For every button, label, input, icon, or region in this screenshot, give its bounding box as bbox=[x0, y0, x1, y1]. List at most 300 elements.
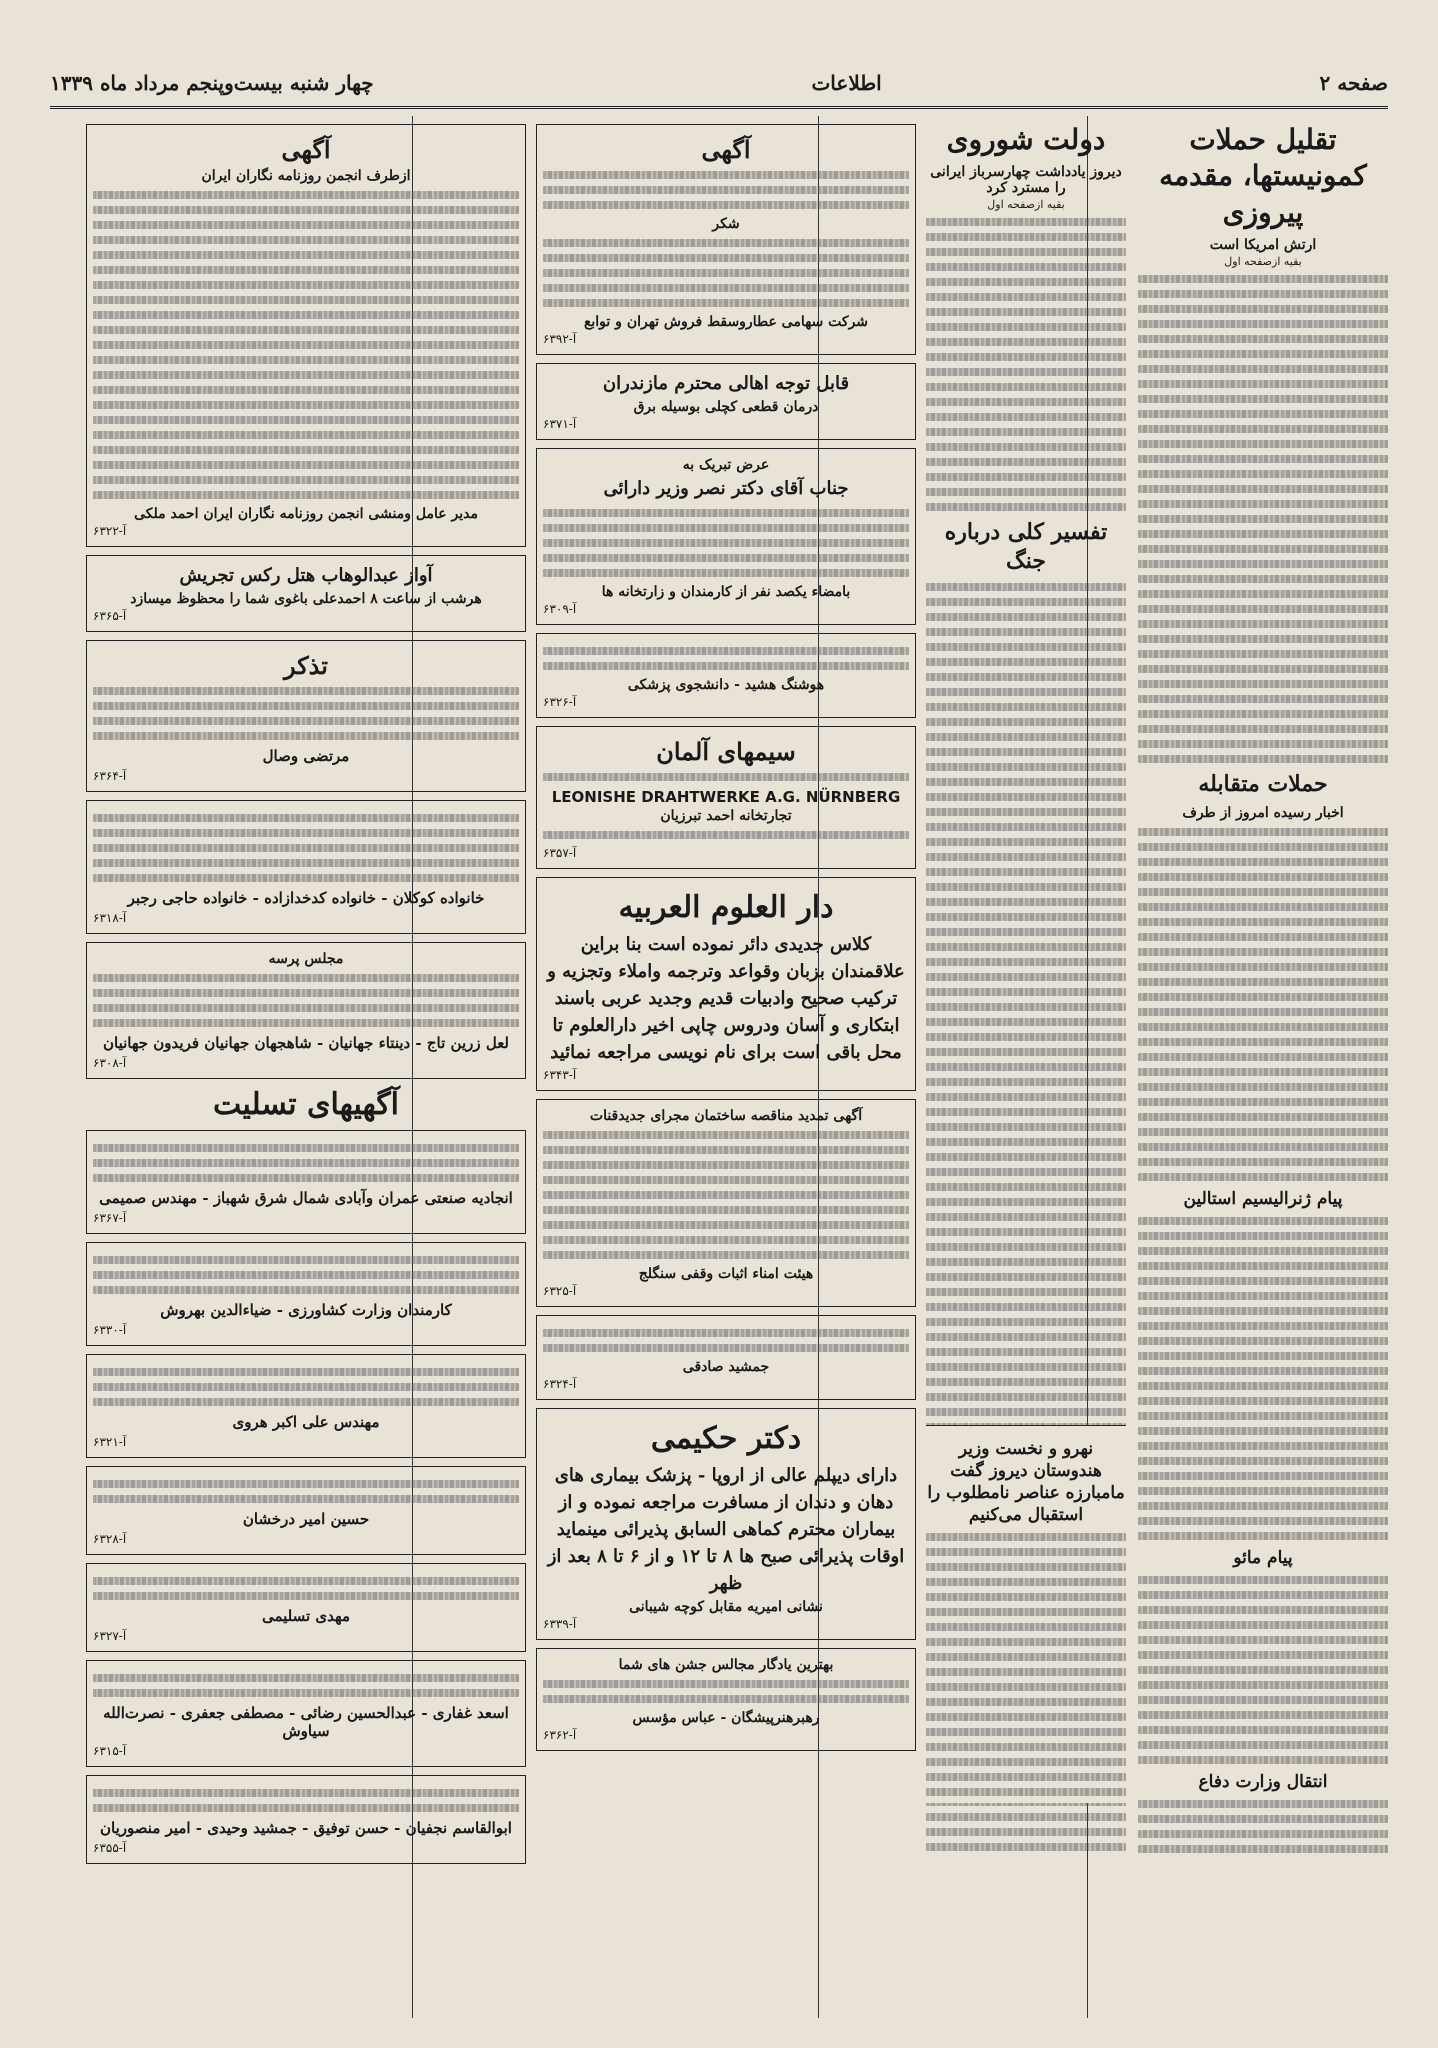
text-line bbox=[1138, 1352, 1388, 1360]
page-number: صفحه ۲ bbox=[1319, 71, 1388, 95]
text-line bbox=[1138, 1636, 1388, 1644]
text-line bbox=[926, 1843, 1126, 1851]
text-line bbox=[543, 1344, 909, 1352]
text-line bbox=[926, 1288, 1126, 1296]
text-line bbox=[543, 773, 909, 781]
text-line bbox=[93, 266, 519, 274]
ad-footer: جمشید صادقی bbox=[682, 1359, 770, 1375]
ad-title: تذکر bbox=[284, 651, 328, 680]
text-line bbox=[1138, 1382, 1388, 1390]
text-line bbox=[1138, 1023, 1388, 1031]
text-line bbox=[1138, 873, 1388, 881]
text-line bbox=[543, 299, 909, 307]
text-line bbox=[543, 524, 909, 532]
text-line bbox=[1138, 903, 1388, 911]
text-line bbox=[543, 1236, 909, 1244]
text-line bbox=[926, 1153, 1126, 1161]
ad-table-heading: شکر bbox=[712, 216, 740, 232]
ad-ref: آ-۶۳۰۹ bbox=[543, 602, 577, 616]
text-line bbox=[926, 1533, 1126, 1541]
ad-ref: آ-۶۳۶۴ bbox=[93, 769, 127, 783]
text-line bbox=[1138, 1053, 1388, 1061]
ad-line: درمان قطعی کچلی بوسیله برق bbox=[633, 399, 819, 415]
ad-box bbox=[86, 1466, 526, 1555]
ad-box bbox=[536, 1648, 916, 1751]
text-line bbox=[926, 488, 1126, 496]
text-line bbox=[543, 831, 909, 839]
text-line bbox=[1138, 1247, 1388, 1255]
text-line bbox=[926, 628, 1126, 636]
text-line bbox=[926, 368, 1126, 376]
text-line bbox=[1138, 695, 1388, 703]
text-line bbox=[926, 263, 1126, 271]
text-line bbox=[1138, 545, 1388, 553]
text-line bbox=[926, 1183, 1126, 1191]
text-line bbox=[93, 476, 519, 484]
ad-ref: آ-۶۳۵۷ bbox=[543, 846, 577, 860]
text-line bbox=[926, 1758, 1126, 1766]
text-line bbox=[1138, 1307, 1388, 1315]
ad-box bbox=[86, 124, 526, 547]
text-line bbox=[926, 1623, 1126, 1631]
ad-box bbox=[536, 726, 916, 869]
text-line bbox=[926, 688, 1126, 696]
ad-address: نشانی امیریه مقابل کوچه شیبانی bbox=[629, 1599, 823, 1615]
text-line bbox=[543, 186, 909, 194]
text-line bbox=[543, 1206, 909, 1214]
ad-signature: مرتضی وصال bbox=[262, 747, 350, 765]
text-line bbox=[1138, 320, 1388, 328]
text-line bbox=[926, 1548, 1126, 1556]
subheadline: دیروز یادداشت چهارسرباز ایرانی را مسترد کرد bbox=[930, 164, 1122, 197]
text-line bbox=[93, 1577, 519, 1585]
text-line bbox=[926, 503, 1126, 511]
text-line bbox=[1138, 828, 1388, 836]
text-line bbox=[1138, 1666, 1388, 1674]
text-line bbox=[93, 431, 519, 439]
text-line bbox=[926, 428, 1126, 436]
headline: تقلیل حملات کمونیستها، مقدمه پیروزی bbox=[1159, 123, 1367, 229]
ad-signature: لعل زرین تاج - دینتاء جهانیان - شاهجهان جهانیان فریدون جهانیان bbox=[103, 1034, 509, 1052]
ad-signature: حسین امیر درخشان bbox=[242, 1510, 370, 1528]
ad-box bbox=[86, 640, 526, 792]
text-line bbox=[1138, 1576, 1388, 1584]
text-line bbox=[926, 323, 1126, 331]
ad-ref: آ-۶۳۱۵ bbox=[93, 1744, 127, 1758]
ad-ref: آ-۶۳۶۲ bbox=[543, 1728, 577, 1742]
text-line bbox=[93, 1383, 519, 1391]
ad-signature: مهدی تسلیمی bbox=[261, 1607, 350, 1625]
text-line bbox=[926, 1228, 1126, 1236]
text-line bbox=[93, 236, 519, 244]
ad-subtitle: ازطرف انجمن روزنامه نگاران ایران bbox=[201, 168, 411, 184]
text-line bbox=[93, 1398, 519, 1406]
text-line bbox=[1138, 1800, 1388, 1808]
ad-footer: هیئت امناء اثبات وقفی سنگلج bbox=[638, 1266, 814, 1282]
ad-ref: آ-۶۳۶۵ bbox=[93, 609, 127, 623]
ad-box bbox=[86, 1660, 526, 1767]
text-line bbox=[926, 883, 1126, 891]
text-line bbox=[926, 1273, 1126, 1281]
text-line bbox=[1138, 605, 1388, 613]
text-line bbox=[543, 1146, 909, 1154]
text-line bbox=[926, 1578, 1126, 1586]
newspaper-name: اطلاعات bbox=[811, 71, 882, 95]
text-line bbox=[926, 383, 1126, 391]
ad-ref: آ-۶۳۲۵ bbox=[543, 1284, 577, 1298]
text-line bbox=[926, 583, 1126, 591]
ad-title: قابل توجه اهالی محترم مازندران bbox=[602, 373, 850, 394]
ad-ref: آ-۶۳۵۵ bbox=[93, 1841, 127, 1855]
text-line bbox=[926, 1563, 1126, 1571]
ad-name: جناب آقای دکتر نصر وزیر دارائی bbox=[603, 478, 849, 499]
text-line bbox=[926, 1168, 1126, 1176]
text-line bbox=[1138, 1337, 1388, 1345]
ad-box bbox=[86, 942, 526, 1079]
text-line bbox=[1138, 1606, 1388, 1614]
headline: نهرو و نخست وزیر هندوستان دیروز گفت مامبارزه عناصر نامطلوب را استقبال می‌کنیم bbox=[927, 1439, 1125, 1526]
text-line bbox=[1138, 560, 1388, 568]
text-line bbox=[1138, 425, 1388, 433]
text-line bbox=[1138, 395, 1388, 403]
ad-title: بهترین یادگار مجالس جشن های شما bbox=[618, 1657, 834, 1673]
text-line bbox=[926, 473, 1126, 481]
ad-box bbox=[86, 1242, 526, 1346]
text-line bbox=[926, 1108, 1126, 1116]
ad-signature: مهندس علی اکبر هروی bbox=[232, 1413, 380, 1431]
ad-agent: تجارتخانه احمد تبرزیان bbox=[660, 808, 792, 824]
text-line bbox=[93, 1689, 519, 1697]
text-line bbox=[1138, 1128, 1388, 1136]
text-line bbox=[926, 338, 1126, 346]
headline: دولت شوروی bbox=[946, 123, 1106, 156]
ad-box bbox=[536, 363, 916, 440]
text-line bbox=[926, 988, 1126, 996]
text-line bbox=[926, 398, 1126, 406]
text-line bbox=[1138, 590, 1388, 598]
text-line bbox=[926, 1683, 1126, 1691]
text-line bbox=[926, 1743, 1126, 1751]
text-line bbox=[1138, 1427, 1388, 1435]
text-line bbox=[1138, 858, 1388, 866]
text-line bbox=[926, 1653, 1126, 1661]
text-line bbox=[1138, 1442, 1388, 1450]
text-line bbox=[926, 763, 1126, 771]
text-line bbox=[543, 171, 909, 179]
text-line bbox=[543, 1191, 909, 1199]
ad-footer: شرکت سهامی عطاروسقط فروش تهران و توابع bbox=[583, 314, 869, 330]
text-line bbox=[1138, 710, 1388, 718]
text-line bbox=[93, 461, 519, 469]
text-line bbox=[1138, 1397, 1388, 1405]
text-line bbox=[926, 1093, 1126, 1101]
text-line bbox=[1138, 1083, 1388, 1091]
text-line bbox=[93, 732, 519, 740]
text-line bbox=[1138, 485, 1388, 493]
text-line bbox=[1138, 680, 1388, 688]
ad-signature: ابوالقاسم نجفیان - حسن توفیق - جمشید وحیدی - امیر منصوریان bbox=[100, 1819, 512, 1837]
text-line bbox=[926, 823, 1126, 831]
text-line bbox=[93, 1144, 519, 1152]
text-line bbox=[543, 1221, 909, 1229]
text-line bbox=[543, 554, 909, 562]
text-line bbox=[1138, 725, 1388, 733]
text-line bbox=[926, 598, 1126, 606]
text-line bbox=[1138, 1217, 1388, 1225]
text-line bbox=[93, 251, 519, 259]
text-line bbox=[926, 703, 1126, 711]
text-line bbox=[543, 1680, 909, 1688]
text-line bbox=[93, 1004, 519, 1012]
text-line bbox=[1138, 650, 1388, 658]
text-line bbox=[926, 748, 1126, 756]
text-line bbox=[1138, 350, 1388, 358]
text-line bbox=[1138, 440, 1388, 448]
text-line bbox=[543, 662, 909, 670]
text-line bbox=[93, 829, 519, 837]
text-line bbox=[543, 509, 909, 517]
text-line bbox=[926, 278, 1126, 286]
text-line bbox=[543, 1131, 909, 1139]
ad-title: دار العلوم العربیه bbox=[618, 890, 834, 925]
text-line bbox=[926, 353, 1126, 361]
text-line bbox=[926, 1378, 1126, 1386]
text-line bbox=[926, 778, 1126, 786]
text-line bbox=[1138, 335, 1388, 343]
nehru-article bbox=[926, 1425, 1126, 1803]
text-line bbox=[926, 718, 1126, 726]
text-line bbox=[93, 1256, 519, 1264]
text-line bbox=[93, 717, 519, 725]
text-line bbox=[1138, 1113, 1388, 1121]
text-line bbox=[926, 793, 1126, 801]
text-line bbox=[93, 191, 519, 199]
text-line bbox=[926, 458, 1126, 466]
ad-footer: رهبرهنرپیشگان - عباس مؤسس bbox=[632, 1710, 820, 1726]
text-line bbox=[93, 989, 519, 997]
text-line bbox=[1138, 1367, 1388, 1375]
ad-box bbox=[536, 633, 916, 718]
text-line bbox=[543, 284, 909, 292]
ad-title: آواز عبدالوهاب هتل رکس تجریش bbox=[179, 565, 433, 586]
text-line bbox=[1138, 1532, 1388, 1540]
text-line bbox=[1138, 665, 1388, 673]
text-line bbox=[926, 1123, 1126, 1131]
ad-box bbox=[86, 1130, 526, 1234]
section-subheadline: اخبار رسیده امروز از طرف bbox=[1182, 804, 1344, 821]
text-line bbox=[926, 1138, 1126, 1146]
text-line bbox=[926, 1593, 1126, 1601]
text-line bbox=[1138, 755, 1388, 763]
text-line bbox=[926, 218, 1126, 226]
text-line bbox=[1138, 1068, 1388, 1076]
text-line bbox=[926, 1213, 1126, 1221]
text-line bbox=[1138, 918, 1388, 926]
text-line bbox=[1138, 1621, 1388, 1629]
issue-date: چهار شنبه بیست‌وپنجم مرداد ماه ۱۳۳۹ bbox=[50, 71, 374, 95]
text-line bbox=[926, 1063, 1126, 1071]
text-line bbox=[1138, 1741, 1388, 1749]
text-line bbox=[926, 943, 1126, 951]
ad-title: آگهی bbox=[701, 135, 751, 164]
ad-ref: آ-۶۳۲۸ bbox=[93, 1532, 127, 1546]
article-text bbox=[1138, 828, 1388, 1181]
ad-box bbox=[86, 1775, 526, 1864]
ad-box bbox=[86, 555, 526, 632]
text-line bbox=[93, 1804, 519, 1812]
text-line bbox=[1138, 515, 1388, 523]
ad-ref: آ-۶۳۲۲ bbox=[93, 524, 127, 538]
ad-signature: کارمندان وزارت کشاورزی - ضیاءالدین بهروش bbox=[160, 1301, 452, 1319]
ad-signature: خانواده کوکلان - خانواده کدخدازاده - خانواده حاجی رجبر bbox=[127, 889, 485, 907]
text-line bbox=[93, 844, 519, 852]
article-text bbox=[926, 1533, 1126, 1796]
text-line bbox=[543, 1176, 909, 1184]
text-line bbox=[1138, 455, 1388, 463]
ad-ref: آ-۶۳۶۷ bbox=[93, 1211, 127, 1225]
ad-box bbox=[86, 1563, 526, 1652]
text-line bbox=[93, 702, 519, 710]
text-line bbox=[926, 1348, 1126, 1356]
text-line bbox=[93, 356, 519, 364]
text-line bbox=[1138, 963, 1388, 971]
text-line bbox=[926, 1698, 1126, 1706]
text-line bbox=[926, 1363, 1126, 1371]
text-line bbox=[926, 898, 1126, 906]
text-line bbox=[926, 643, 1126, 651]
text-line bbox=[926, 233, 1126, 241]
text-line bbox=[1138, 1681, 1388, 1689]
text-line bbox=[926, 1393, 1126, 1401]
text-line bbox=[1138, 1008, 1388, 1016]
news-heading: انتقال وزارت دفاع bbox=[1198, 1771, 1328, 1792]
text-line bbox=[1138, 620, 1388, 628]
text-line bbox=[93, 446, 519, 454]
ad-signature: مدیر عامل ومنشی انجمن روزنامه نگاران ایران احمد ملکی bbox=[134, 506, 478, 522]
subheadline: ارتش امریکا است bbox=[1209, 237, 1317, 254]
text-line bbox=[1138, 948, 1388, 956]
text-line bbox=[93, 326, 519, 334]
text-line bbox=[1138, 410, 1388, 418]
news-heading: پیام مائو bbox=[1233, 1547, 1293, 1568]
ad-box bbox=[86, 1354, 526, 1458]
text-line bbox=[1138, 843, 1388, 851]
ad-box bbox=[536, 1099, 916, 1307]
text-line bbox=[1138, 1726, 1388, 1734]
text-line bbox=[1138, 1143, 1388, 1151]
text-line bbox=[1138, 530, 1388, 538]
text-line bbox=[1138, 1277, 1388, 1285]
article-text bbox=[1138, 1800, 1388, 1853]
text-line bbox=[926, 1318, 1126, 1326]
text-line bbox=[926, 673, 1126, 681]
text-line bbox=[1138, 1472, 1388, 1480]
text-line bbox=[93, 974, 519, 982]
text-line bbox=[1138, 290, 1388, 298]
ad-ref: آ-۶۳۹۲ bbox=[543, 332, 577, 346]
ad-footer: بامضاء یکصد نفر از کارمندان و زارتخانه ها bbox=[601, 584, 851, 600]
text-line bbox=[93, 687, 519, 695]
text-line bbox=[93, 1674, 519, 1682]
ad-ref: آ-۶۳۷۱ bbox=[543, 417, 577, 431]
text-line bbox=[1138, 1487, 1388, 1495]
ad-ref: آ-۶۳۴۳ bbox=[543, 1068, 577, 1082]
ad-ref: آ-۶۳۱۸ bbox=[93, 911, 127, 925]
text-line bbox=[1138, 888, 1388, 896]
text-line bbox=[926, 413, 1126, 421]
column-ads-left bbox=[86, 116, 526, 2028]
text-line bbox=[926, 1303, 1126, 1311]
text-line bbox=[93, 1286, 519, 1294]
ad-title: سیمهای آلمان bbox=[656, 737, 796, 766]
text-line bbox=[1138, 575, 1388, 583]
ad-title: آگهی تمدید مناقصه ساختمان مجرای جدیدقنات bbox=[589, 1108, 863, 1124]
text-line bbox=[1138, 1038, 1388, 1046]
text-line bbox=[1138, 1696, 1388, 1704]
text-line bbox=[926, 1638, 1126, 1646]
text-line bbox=[1138, 1591, 1388, 1599]
ad-signature: اسعد غفاری - عبدالحسین رضائی - مصطفی جعفری - نصرت‌الله سیاوش bbox=[103, 1704, 509, 1740]
text-line bbox=[93, 371, 519, 379]
news-heading: پیام ژنرالیسیم استالین bbox=[1183, 1188, 1343, 1209]
text-line bbox=[543, 1329, 909, 1337]
text-line bbox=[926, 1333, 1126, 1341]
text-line bbox=[543, 239, 909, 247]
text-line bbox=[926, 1608, 1126, 1616]
section-headline: حملات متقابله bbox=[1198, 771, 1328, 798]
text-line bbox=[1138, 1651, 1388, 1659]
text-line bbox=[1138, 740, 1388, 748]
text-line bbox=[926, 613, 1126, 621]
ad-signature: انجادیه صنعتی عمران وآبادی شمال شرق شهباز - مهندس صمیمی bbox=[99, 1189, 513, 1207]
text-line bbox=[926, 248, 1126, 256]
text-line bbox=[543, 1251, 909, 1259]
text-line bbox=[93, 341, 519, 349]
text-line bbox=[93, 311, 519, 319]
text-line bbox=[926, 443, 1126, 451]
text-line bbox=[93, 1174, 519, 1182]
text-line bbox=[1138, 1232, 1388, 1240]
ad-title: آگهی bbox=[281, 135, 331, 164]
text-line bbox=[1138, 1457, 1388, 1465]
ad-ref: آ-۶۳۲۱ bbox=[93, 1435, 127, 1449]
text-line bbox=[93, 1495, 519, 1503]
ad-body: دارای دیپلم عالی از اروپا - پزشک بیماری های دهان و دندان از مسافرت مراجعه نموده و از بیماران محترم کماهی السابق پذیرائی مینماید اوقات پذیرائی صبح ها ۸ تا ۱۲ و از ۶ تا ۸ بعد از ظهر bbox=[547, 1465, 905, 1594]
ad-box bbox=[536, 1315, 916, 1400]
text-line bbox=[93, 401, 519, 409]
continued-note: بقیه ازصفحه اول bbox=[1224, 255, 1302, 269]
text-line bbox=[543, 539, 909, 547]
text-line bbox=[1138, 1756, 1388, 1764]
text-line bbox=[926, 838, 1126, 846]
text-line bbox=[926, 958, 1126, 966]
text-line bbox=[926, 293, 1126, 301]
text-line bbox=[93, 1368, 519, 1376]
text-line bbox=[1138, 978, 1388, 986]
text-line bbox=[1138, 275, 1388, 283]
text-line bbox=[926, 1728, 1126, 1736]
text-line bbox=[93, 1480, 519, 1488]
text-line bbox=[1138, 1502, 1388, 1510]
text-line bbox=[926, 1258, 1126, 1266]
text-line bbox=[926, 1018, 1126, 1026]
text-line bbox=[926, 868, 1126, 876]
text-line bbox=[926, 1243, 1126, 1251]
text-line bbox=[926, 1668, 1126, 1676]
text-line bbox=[1138, 1098, 1388, 1106]
ad-line: هرشب از ساعت ۸ احمدعلی باغوی شما را محظوظ میسازد bbox=[130, 591, 482, 607]
text-line bbox=[926, 1408, 1126, 1416]
